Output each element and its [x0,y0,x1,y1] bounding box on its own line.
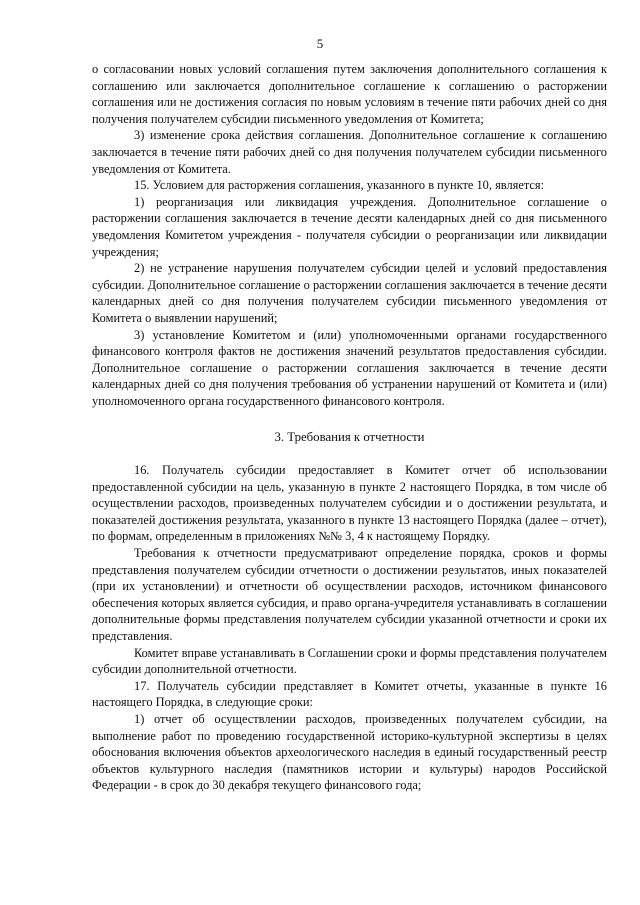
paragraph-clause-16: 16. Получатель субсидии предоставляет в Комитет отчет об использовании предоставленной субсидии на цель, указанную в пункте 2 настоящего Порядка, в том числе об осуществлении расходов, произведенных получателем субсидии и о достижении результата, и показателей достижения результата, указанного в пункте 13 настоящего Порядка (далее – отчет), по формам, определенным в приложениях №№ 3, 4 к настоящему Порядку. [92,463,607,544]
paragraph-clause-15-item-2: 2) не устранение нарушения получателем субсидии целей и условий предоставления субсидии. Дополнительное соглашение о расторжении соглашения заключается в течение десяти календарных дней со дня получения получателем субсидии письменного уведомления от Комитета о выявлении нарушений; [92,261,607,325]
paragraph-clause-15-item-1: 1) реорганизация или ликвидация учреждения. Дополнительное соглашение о расторжении соглашения заключается в течение десяти календарных дней со дня письменного уведомления Комитетом учреждения - получателя субсидии о реорганизации или ликвидации учреждения; [92,194,607,259]
paragraph-continuation: о согласовании новых условий соглашения путем заключения дополнительного соглашения к соглашению или заключается дополнительное соглашение к соглашению о расторжении соглашения или не достижения согласия по новым условиям в течение пяти рабочих дней со дня получения получателем субсидии письменного уведомления от Комитета; [92,62,607,126]
paragraph-clause-17-item-1: 1) отчет об осуществлении расходов, произведенных получателем субсидии, на выполнение работ по проведению государственной историко-культурной экспертизы в целях обоснования включения объектов археологического наследия в единый государственный реестр объектов культурного наследия (памятников истории и культуры) народов Российской Федерации - в срок до 30 декабря текущего финансового года; [92,711,607,793]
paragraph-clause-17: 17. Получатель субсидии представляет в Комитет отчеты, указанные в пункте 16 настоящего Порядка, в следующие сроки: [92,678,607,710]
paragraph-item-3: 3) изменение срока действия соглашения. Дополнительное соглашение к соглашению заключается в течение пяти рабочих дней со дня получения получателем субсидии письменного уведомления от Комитета. [92,128,607,176]
paragraph-clause-15: 15. Условием для расторжения соглашения, указанного в пункте 10, является: [134,178,545,193]
paragraph-committee-rights: Комитет вправе устанавливать в Соглашении сроки и формы представления получателем субсидии дополнительной отчетности. [92,645,607,677]
paragraph-clause-15-item-3: 3) установление Комитетом и (или) уполномоченными органами государственного финансового контроля фактов не достижения значений результатов предоставления субсидии. Дополнительное соглашение о расторжении соглашения заключается в течение десяти календарных дней со дня получения требования об устранении нарушений от Комитета и (или) уполномоченного органа государственного финансового контроля. [92,327,607,408]
section-heading: 3. Требования к отчетности [274,430,425,445]
paragraph-reporting-requirements: Требования к отчетности предусматривают определение порядка, сроков и формы представления получателем субсидии отчетности о достижении результатов, иных показателей (при их установлении) и отчетности об осуществлении расходов, источником финансового обеспечения которых является субсидия, и право органа-учредителя устанавливать в соглашении дополнительные формы представления получателем субсидии указанной отчетности и сроки их представления. [92,546,607,643]
document-body [92,61,607,794]
page-number: 5 [316,36,324,51]
